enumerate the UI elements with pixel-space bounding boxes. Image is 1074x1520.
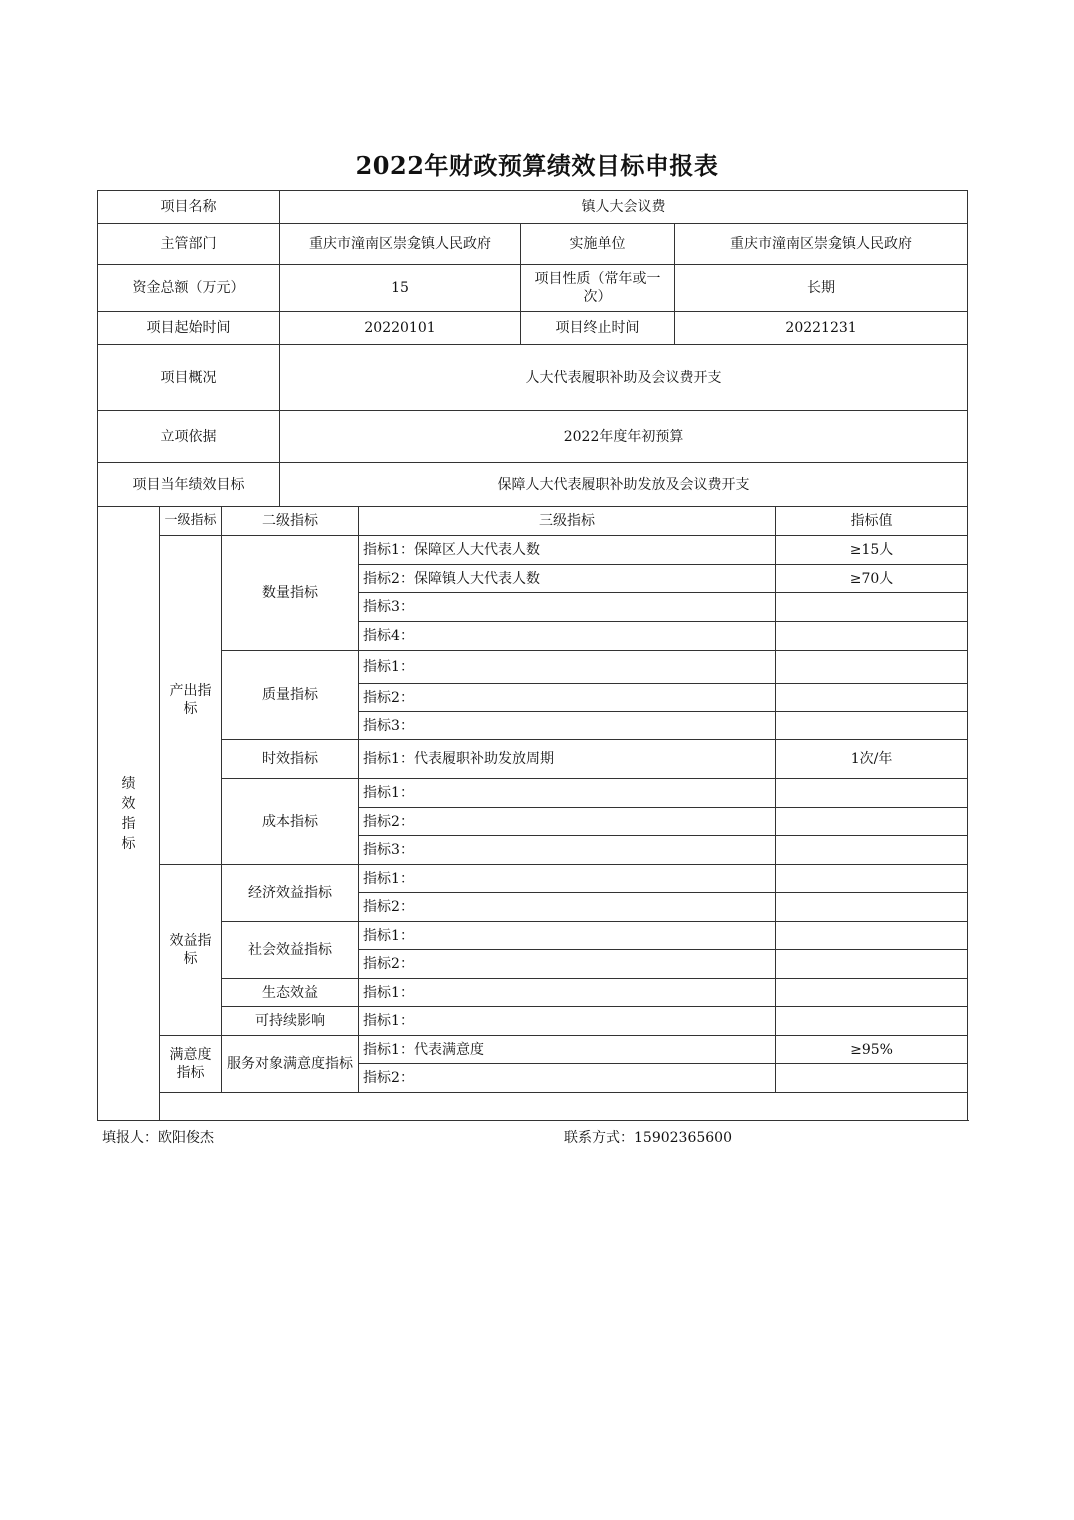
indicator-text: 指标1：代表满意度 [359,1036,776,1064]
indicator-text: 指标2： [359,1064,776,1093]
indicator-value [776,808,968,836]
indicator-value [776,922,968,950]
indicator-value [776,893,968,922]
table-row [98,1036,968,1064]
indicator-text: 指标3： [359,593,776,622]
timeliness-label: 时效指标 [222,740,359,779]
start-label: 项目起始时间 [98,312,280,345]
indicator-value [776,865,968,893]
indicator-value [776,712,968,740]
project-name-value: 镇人大会议费 [280,191,968,224]
output-label [160,536,222,865]
table-row [98,740,968,779]
sustain-label: 可持续影响 [222,1007,359,1036]
project-name-label: 项目名称 [98,191,280,224]
budget-form-table [97,190,968,1121]
basis-label: 立项依据 [98,411,280,463]
empty-cell [160,1093,968,1121]
indicator-text: 指标2： [359,808,776,836]
table-row [98,651,968,684]
indicator-value [776,836,968,865]
indicator-value: ≥70人 [776,565,968,593]
filler-text: 填报人：欧阳俊杰 [102,1130,214,1146]
nature-label: 项目性质（常年或一次） [521,265,675,312]
indicator-text: 指标1：代表履职补助发放周期 [359,740,776,779]
impl-label: 实施单位 [521,224,675,265]
indicator-text: 指标3： [359,712,776,740]
row-basis [98,411,968,463]
table-row [98,536,968,565]
section-label-cell [98,507,160,1121]
satisfaction-label [160,1036,222,1093]
row-goal [98,463,968,507]
indicator-value [776,1064,968,1093]
indicator-text: 指标2：保障镇人大代表人数 [359,565,776,593]
benefit-label-text: 效益指标 [169,933,212,967]
satisfaction-label-text: 满意度指标 [169,1047,212,1081]
benefit-label [160,865,222,1036]
row-project-name [98,191,968,224]
goal-value: 保障人大代表履职补助发放及会议费开支 [280,463,968,507]
table-row [98,979,968,1007]
indicator-header-row [98,507,968,536]
table-row [98,1007,968,1036]
row-dates [98,312,968,345]
indicator-value: ≥15人 [776,536,968,565]
quality-label: 质量指标 [222,651,359,740]
indicator-text: 指标1： [359,979,776,1007]
fund-label: 资金总额（万元） [98,265,280,312]
page-title: 2022年财政预算绩效目标申报表 [355,151,719,180]
row-fund [98,265,968,312]
overview-label: 项目概况 [98,345,280,411]
indicator-value [776,779,968,808]
dept-value: 重庆市潼南区崇龛镇人民政府 [280,224,521,265]
indicator-value: ≥95% [776,1036,968,1064]
indicator-text: 指标3： [359,836,776,865]
service-label-text: 服务对象满意度指标 [227,1056,354,1072]
row-department [98,224,968,265]
indicator-text: 指标2： [359,950,776,979]
indicator-text: 指标1： [359,779,776,808]
table-row [98,865,968,893]
indicator-value [776,593,968,622]
overview-value: 人大代表履职补助及会议费开支 [280,345,968,411]
header-level2: 二级指标 [222,507,359,536]
quantity-label: 数量指标 [222,536,359,651]
contact-text: 联系方式：15902365600 [564,1130,732,1146]
goal-label: 项目当年绩效目标 [98,463,280,507]
cost-label: 成本指标 [222,779,359,865]
nature-value: 长期 [675,265,968,312]
basis-value: 2022年度年初预算 [280,411,968,463]
economic-label: 经济效益指标 [222,865,359,922]
indicator-value [776,979,968,1007]
indicator-value [776,622,968,651]
indicator-value [776,651,968,684]
eco-label: 生态效益 [222,979,359,1007]
header-value: 指标值 [776,507,968,536]
indicator-text: 指标4： [359,622,776,651]
table-row [98,922,968,950]
indicator-text: 指标1：保障区人大代表人数 [359,536,776,565]
header-level1: 一级指标 [160,507,222,536]
impl-value: 重庆市潼南区崇龛镇人民政府 [675,224,968,265]
social-label: 社会效益指标 [222,922,359,979]
indicator-value: 1次/年 [776,740,968,779]
indicator-text: 指标2： [359,684,776,712]
row-overview [98,345,968,411]
fund-value: 15 [280,265,521,312]
indicator-text: 指标2： [359,893,776,922]
indicator-text: 指标1： [359,922,776,950]
indicator-value [776,684,968,712]
end-value: 20221231 [675,312,968,345]
table-row [98,779,968,808]
end-label: 项目终止时间 [521,312,675,345]
indicator-text: 指标1： [359,1007,776,1036]
output-label-text: 产出指标 [169,683,212,717]
section-label: 绩效指标 [121,775,136,852]
indicator-text: 指标1： [359,651,776,684]
header-level3: 三级指标 [359,507,776,536]
indicator-value [776,1007,968,1036]
indicator-value [776,950,968,979]
dept-label: 主管部门 [98,224,280,265]
empty-row [98,1093,968,1121]
indicator-text: 指标1： [359,865,776,893]
start-value: 20220101 [280,312,521,345]
service-label [222,1036,359,1093]
